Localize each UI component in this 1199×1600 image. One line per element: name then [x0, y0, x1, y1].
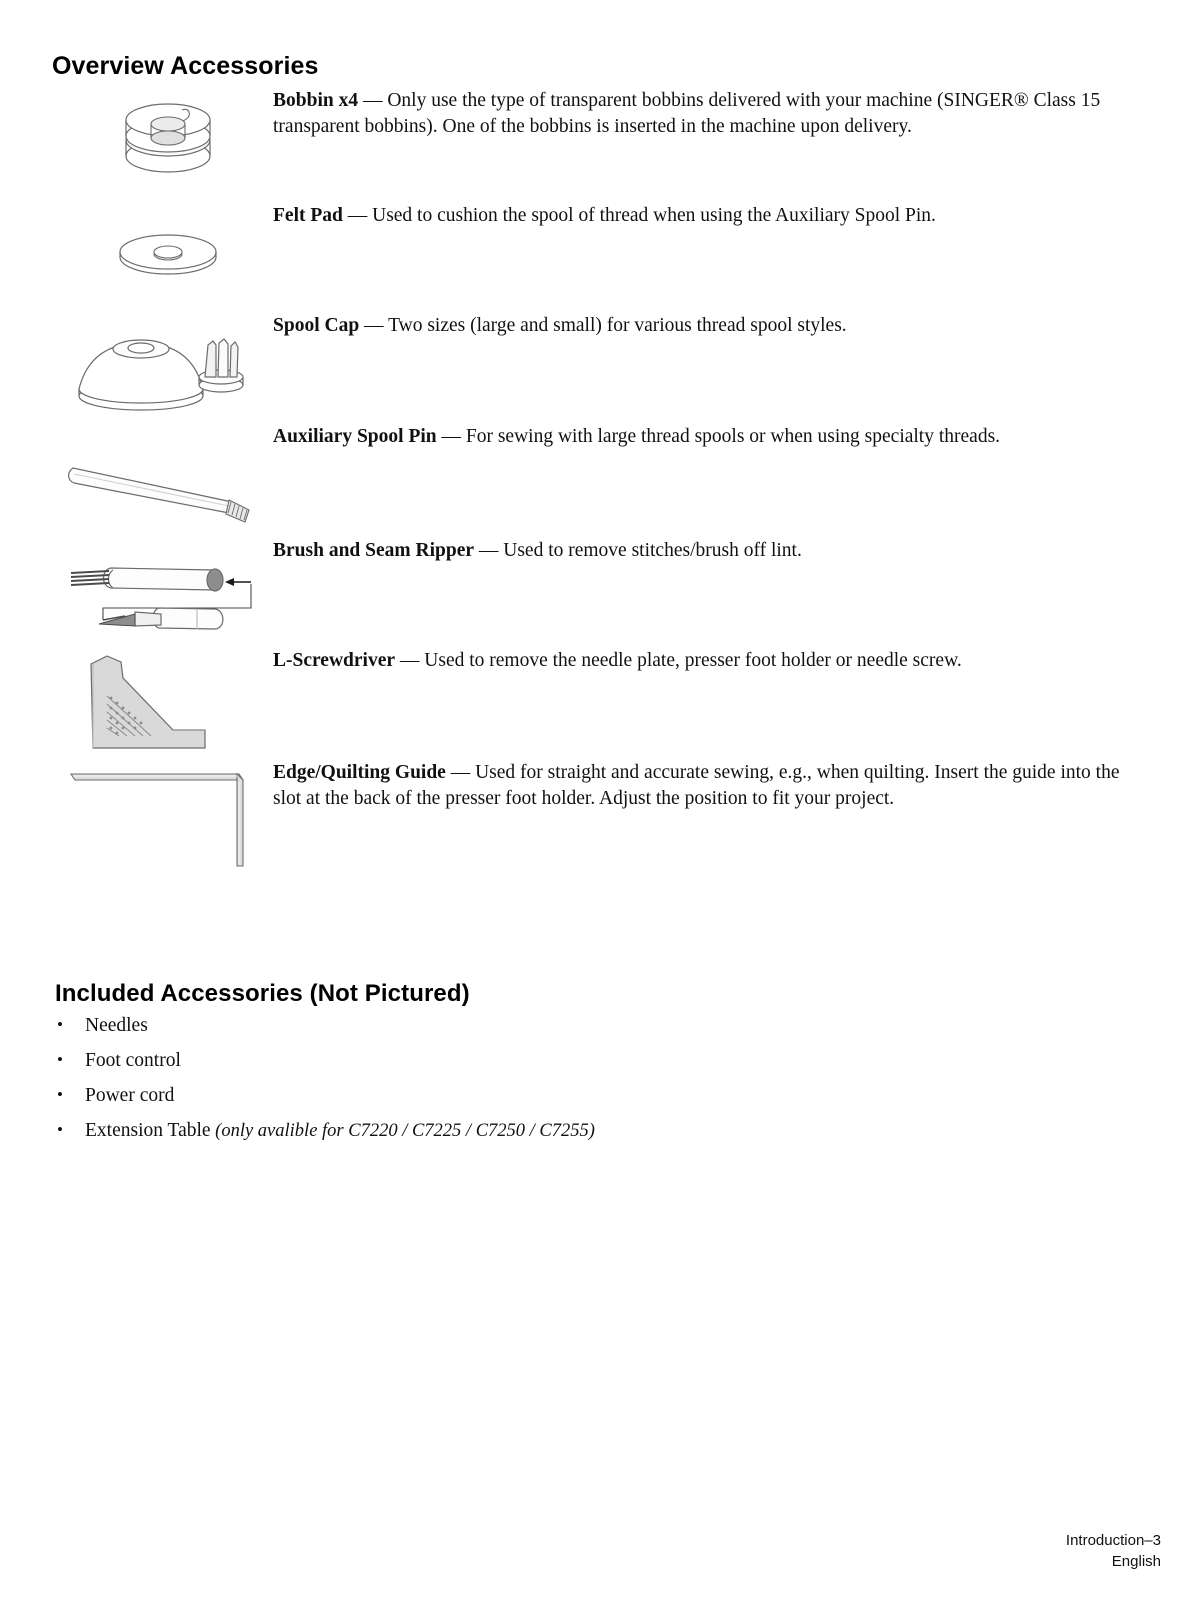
accessory-text-spool-pin: [273, 424, 1138, 450]
spool-cap-illustration: [69, 321, 279, 416]
accessory-name-felt-pad: Felt Pad: [273, 205, 343, 226]
bullet-icon: •: [57, 1015, 63, 1034]
list-item: [55, 1015, 815, 1050]
list-item: [55, 1050, 815, 1085]
accessory-text-felt-pad: [273, 203, 1138, 229]
list-item: [55, 1120, 815, 1155]
page-title-overview-accessories: Overview Accessories: [52, 52, 319, 80]
accessory-description-l-screwdriver: Used to remove the needle plate, presser foot holder or needle screw.: [424, 650, 962, 671]
accessory-separator-spool-cap: —: [359, 315, 389, 336]
accessory-description-brush-seam-ripper: Used to remove stitches/brush off lint.: [503, 540, 802, 561]
list-item-label: Power cord: [85, 1085, 175, 1106]
list-item-note: (only avalible for C7220 / C7225 / C7250 / C7255): [210, 1121, 595, 1141]
accessory-separator-felt-pad: —: [342, 205, 373, 226]
included-accessories-list: [55, 1015, 815, 1155]
list-item-label: Needles: [85, 1015, 148, 1036]
footer-language-label: English: [1111, 1553, 1161, 1570]
accessory-name-bobbin: Bobbin x4: [273, 90, 359, 111]
accessory-description-spool-pin: For sewing with large thread spools or when using specialty threads.: [465, 426, 1001, 447]
accessory-name-spool-pin: Auxiliary Spool Pin: [273, 426, 437, 447]
accessory-description-edge-quilting-guide: Used for straight and accurate sewing, e.g., when quilting. Insert the guide into the slot at the back of the presser foot holder. Adjust the position to fit your project.: [273, 762, 1120, 809]
brush-seam-ripper-illustration: [63, 546, 273, 638]
accessory-text-brush-seam-ripper: [273, 538, 1138, 564]
accessory-text-l-screwdriver: [273, 648, 1138, 674]
list-item: [55, 1085, 815, 1120]
accessory-separator-edge-quilting-guide: —: [445, 762, 476, 783]
page-title-included-accessories: Included Accessories (Not Pictured): [55, 980, 470, 1007]
bullet-icon: •: [57, 1050, 63, 1069]
accessory-text-bobbin: [273, 88, 1138, 140]
accessory-separator-l-screwdriver: —: [395, 650, 425, 671]
l-screwdriver-illustration: [77, 652, 287, 757]
bullet-icon: •: [57, 1120, 63, 1139]
bullet-icon: •: [57, 1085, 63, 1104]
spool-pin-illustration: [61, 434, 271, 524]
accessory-description-bobbin: Only use the type of transparent bobbins delivered with your machine (SINGER® Class 15 transparent bobbins). One of the bobbins is inserted in the machine upon delivery.: [273, 90, 1101, 137]
accessory-separator-brush-seam-ripper: —: [474, 540, 504, 561]
accessory-separator-spool-pin: —: [436, 426, 466, 447]
accessory-description-felt-pad: Used to cushion the spool of thread when using the Auxiliary Spool Pin.: [372, 205, 936, 226]
accessory-separator-bobbin: —: [358, 90, 388, 111]
footer-section-label: Introduction–3: [1065, 1532, 1161, 1549]
list-item-label: Foot control: [85, 1050, 181, 1071]
accessory-description-spool-cap: Two sizes (large and small) for various thread spool styles.: [388, 315, 847, 336]
list-item-label: [85, 1120, 595, 1142]
page-footer: [1066, 1530, 1161, 1572]
accessory-name-edge-quilting-guide: Edge/Quilting Guide: [273, 762, 446, 783]
accessory-text-spool-cap: [273, 313, 1138, 339]
accessory-name-spool-cap: Spool Cap: [273, 315, 360, 336]
felt-pad-illustration: [113, 219, 323, 289]
accessory-text-edge-quilting-guide: [273, 760, 1138, 812]
accessory-name-l-screwdriver: L-Screwdriver: [273, 650, 396, 671]
edge-quilting-guide-illustration: [61, 760, 271, 870]
list-item-text: Extension Table: [85, 1120, 211, 1141]
accessory-name-brush-seam-ripper: Brush and Seam Ripper: [273, 540, 474, 561]
